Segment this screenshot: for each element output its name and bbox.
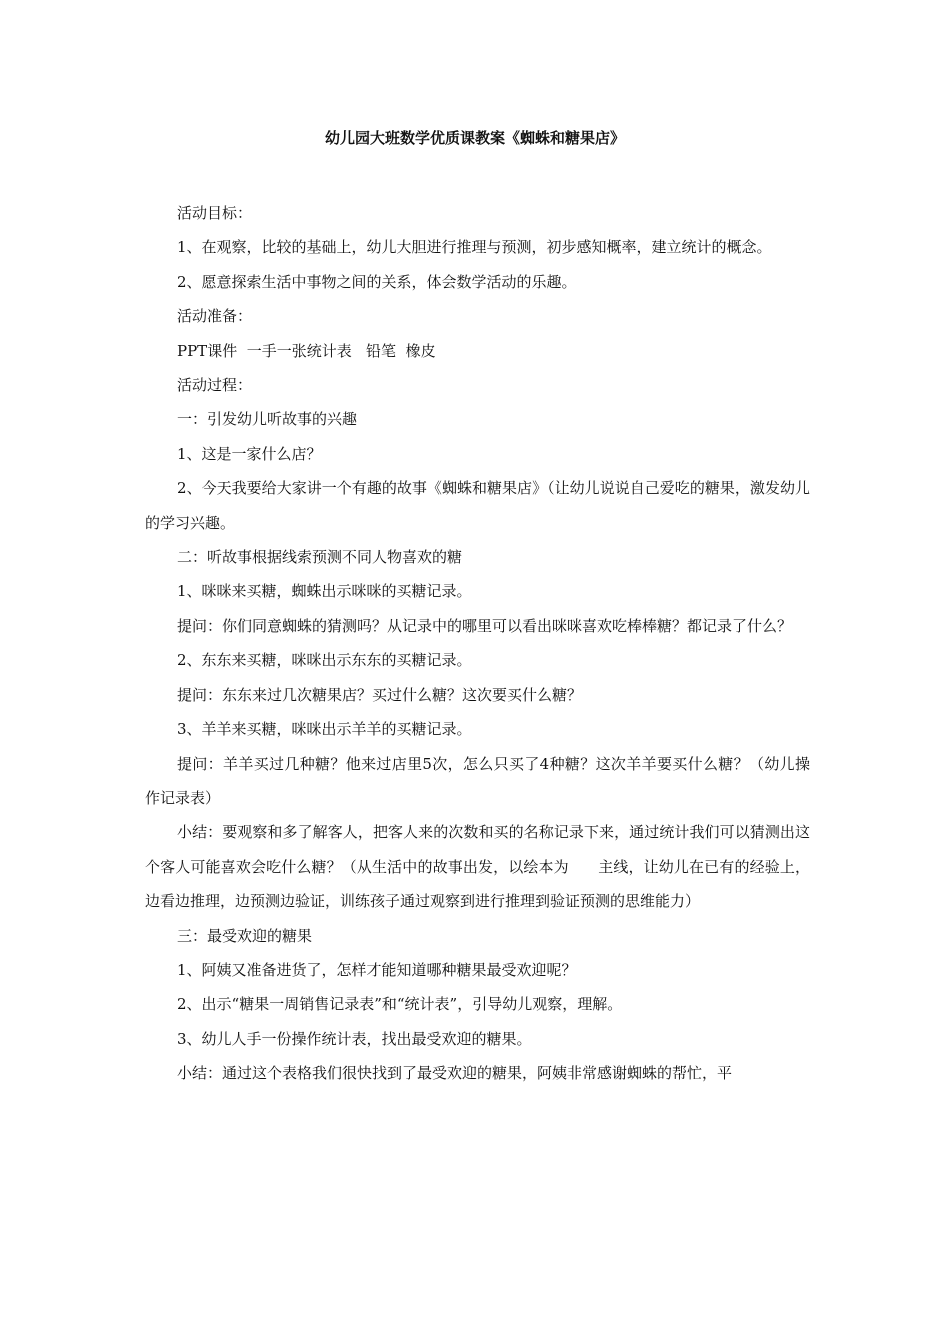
- paragraph-item: 1、咪咪来买糖，蜘蛛出示咪咪的买糖记录。: [177, 582, 472, 601]
- paragraph-item: 3、羊羊来买糖，咪咪出示羊羊的买糖记录。: [177, 720, 472, 739]
- paragraph-question: 提问：你们同意蜘蛛的猜测吗？从记录中的哪里可以看出咪咪喜欢吃棒棒糖？都记录了什么？: [177, 616, 793, 635]
- paragraph-goal-2: 2、愿意探索生活中事物之间的关系，体会数学活动的乐趣。: [177, 272, 577, 291]
- paragraph-goals-heading: 活动目标：: [177, 204, 253, 222]
- paragraph-prep-heading: 活动准备：: [177, 307, 253, 326]
- paragraph-prep-materials: PPT课件 一手一张统计表 铅笔 橡皮: [177, 341, 436, 360]
- paragraph-goal-1: 1、在观察，比较的基础上，幼儿大胆进行推理与预测，初步感知概率，建立统计的概念。: [177, 238, 772, 257]
- paragraph-question: 提问：东东来过几次糖果店？买过什么糖？这次要买什么糖？: [177, 685, 583, 704]
- paragraph-process-heading: 活动过程：: [177, 376, 253, 395]
- paragraph-item: 1、这是一家什么店？: [177, 444, 322, 463]
- paragraph-item: 3、幼儿人手一份操作统计表，找出最受欢迎的糖果。: [177, 1029, 532, 1048]
- paragraph-summary: 小结：要观察和多了解客人，把客人来的次数和买的名称记录下来，通过统计我们可以猜测出这个客人可能喜欢会吃什么糖？（从生活中的故事出发，以绘本为 主线，让幼儿在已有的经验上，边看边推理，边预测边验证，训练孩子通过观察到进行推理到验证预测的思维能力）: [145, 823, 810, 911]
- document-title: 幼儿园大班数学优质课教案《蜘蛛和糖果店》: [324, 129, 625, 147]
- paragraph-item: 1、阿姨又准备进货了，怎样才能知道哪种糖果最受欢迎呢？: [177, 960, 577, 979]
- document-body: [145, 196, 810, 1091]
- paragraph-item: 2、东东来买糖，咪咪出示东东的买糖记录。: [177, 651, 472, 670]
- paragraph-item: 2、出示“糖果一周销售记录表”和“统计表”，引导幼儿观察，理解。: [177, 995, 623, 1014]
- paragraph-question: 提问：羊羊买过几种糖？他来过店里5次，怎么只买了4种糖？这次羊羊要买什么糖？（幼儿操作记录表）: [145, 754, 810, 807]
- paragraph-section-2: 二：听故事根据线索预测不同人物喜欢的糖: [177, 548, 463, 567]
- paragraph-section-1: 一：引发幼儿听故事的兴趣: [177, 410, 358, 429]
- paragraph-section-3: 三：最受欢迎的糖果: [177, 926, 313, 945]
- paragraph-item: 2、今天我要给大家讲一个有趣的故事《蜘蛛和糖果店》（让幼儿说说自己爱吃的糖果，激发幼儿的学习兴趣。: [145, 479, 810, 532]
- paragraph-summary: 小结：通过这个表格我们很快找到了最受欢迎的糖果，阿姨非常感谢蜘蛛的帮忙，平: [177, 1064, 733, 1083]
